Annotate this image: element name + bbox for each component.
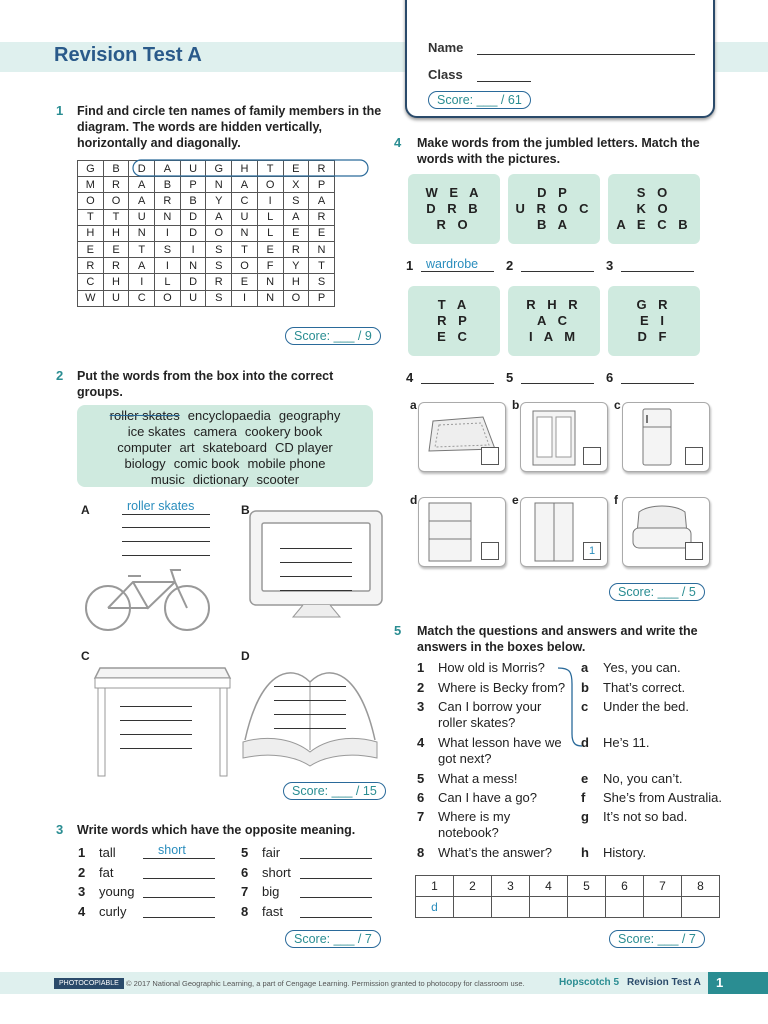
group-a-line[interactable] [122, 527, 210, 528]
question-text: Where is my notebook? [438, 809, 511, 840]
jumble-line: W E A [425, 185, 483, 200]
q3-item-word: fast [262, 903, 283, 919]
question-text: Where is Becky from? [438, 680, 566, 695]
picture-b-cupboard[interactable] [520, 402, 608, 472]
q1-score: Score: ___ / 9 [285, 327, 381, 345]
cupboard-icon [529, 407, 579, 467]
grid-cell[interactable]: L [257, 225, 283, 241]
answer-box[interactable] [682, 897, 720, 918]
jumble-line: T A [437, 297, 471, 312]
answer-box-b[interactable] [583, 447, 601, 465]
grid-cell[interactable]: R [206, 274, 232, 290]
grid-cell[interactable]: E [78, 241, 104, 257]
question-number: 1 [417, 660, 425, 675]
group-a-label: A [81, 503, 90, 517]
grid-cell[interactable]: A [206, 209, 232, 225]
q3-answer-line[interactable] [143, 917, 215, 918]
grid-cell[interactable]: H [103, 225, 129, 241]
answer-box[interactable]: d [416, 897, 454, 918]
grid-cell[interactable]: B [180, 193, 206, 209]
q3-item-number: 7 [241, 884, 249, 899]
q4-score: Score: ___ / 5 [609, 583, 705, 601]
q3-item-word: fair [262, 845, 281, 860]
grid-cell[interactable]: I [257, 193, 283, 209]
answer-box-number: 7 [644, 876, 682, 897]
pic-e-label: e [512, 493, 519, 507]
grid-cell[interactable]: O [155, 290, 181, 306]
q1-instruction: Find and circle ten names of family members in the diagram. The words are hidden vertically, horizontally and diagonally. [77, 104, 382, 150]
pic-d-label: d [410, 493, 418, 507]
word-box-item: skateboard [202, 440, 267, 455]
picture-e-wardrobe[interactable] [520, 497, 608, 567]
q5-instruction: Match the questions and answers and write the answers in the boxes below. [417, 624, 698, 654]
name-label: Name [428, 40, 464, 55]
picture-f-armchair[interactable] [622, 497, 710, 567]
q4-instruction: Make words from the jumbled letters. Match the words with the pictures. [417, 136, 700, 166]
grid-cell[interactable]: M [78, 177, 104, 193]
grid-cell[interactable]: A [309, 193, 335, 209]
grid-cell[interactable]: T [309, 258, 335, 274]
q3-answer-line[interactable] [300, 858, 372, 859]
grid-cell[interactable]: I [232, 290, 258, 306]
grid-cell[interactable]: N [309, 241, 335, 257]
answer-box[interactable] [606, 897, 644, 918]
grid-cell[interactable]: N [155, 209, 181, 225]
grid-cell[interactable]: S [155, 241, 181, 257]
matching-line-icon [556, 660, 589, 752]
q3-item-number: 3 [78, 884, 86, 899]
grid-cell[interactable]: E [103, 241, 129, 257]
group-d-line[interactable] [274, 700, 346, 701]
answer-text: Under the bed. [603, 699, 690, 714]
answer-box[interactable] [568, 897, 606, 918]
answer-box-number: 6 [606, 876, 644, 897]
grid-cell[interactable]: A [155, 161, 181, 177]
word-box-item: encyclopaedia [187, 408, 271, 423]
grid-cell[interactable]: E [283, 161, 309, 177]
grid-cell[interactable]: B [103, 161, 129, 177]
word-box [77, 405, 373, 487]
grid-cell[interactable]: R [309, 161, 335, 177]
group-b-line[interactable] [280, 562, 352, 563]
answer-box-number: 5 [568, 876, 606, 897]
grid-cell[interactable]: G [78, 161, 104, 177]
grid-cell[interactable]: S [283, 193, 309, 209]
q3-item-word: curly [99, 903, 127, 919]
q3-answer-line[interactable] [300, 917, 372, 918]
q3-item-word: fat [99, 864, 114, 880]
grid-cell[interactable]: O [283, 290, 309, 306]
group-d-line[interactable] [274, 728, 346, 729]
word-box-item: art [179, 440, 195, 455]
q3-answer-line[interactable] [143, 897, 215, 898]
q2-instruction: Put the words from the box into the correct groups. [77, 369, 334, 399]
group-b-line[interactable] [280, 590, 352, 591]
jumble-box [608, 174, 700, 244]
word-box-item: biology [124, 456, 166, 471]
word-box-item: geography [278, 408, 341, 423]
grid-cell[interactable]: H [78, 225, 104, 241]
word-box-item: dictionary [192, 472, 249, 487]
grid-cell[interactable]: X [283, 177, 309, 193]
answer-letter: f [581, 790, 586, 805]
q2-score: Score: ___ / 15 [283, 782, 386, 800]
group-b-label: B [241, 503, 250, 517]
jumble-box [408, 286, 500, 356]
word-search-grid[interactable] [77, 160, 335, 307]
grid-cell[interactable]: P [180, 177, 206, 193]
grid-cell[interactable]: U [103, 290, 129, 306]
answer-box-e[interactable]: 1 [583, 542, 601, 560]
class-label: Class [428, 67, 463, 82]
grid-cell[interactable]: U [232, 209, 258, 225]
question-number: 3 [417, 699, 425, 714]
answer-text: Yes, you can. [603, 660, 681, 675]
grid-cell[interactable]: H [283, 274, 309, 290]
pic-b-label: b [512, 398, 520, 412]
q4-answer-line[interactable] [521, 271, 594, 272]
q4-answer-line[interactable] [421, 383, 494, 384]
jumble-line: G R [636, 297, 672, 312]
answer-box[interactable] [644, 897, 682, 918]
q4-item-number: 4 [406, 370, 414, 385]
answer-letter: e [581, 771, 589, 786]
q4-item-number: 5 [506, 370, 514, 385]
answer-text: He’s 11. [603, 735, 650, 750]
jumble-box [408, 174, 500, 244]
answer-letter: h [581, 845, 589, 860]
grid-cell[interactable]: E [232, 274, 258, 290]
grid-cell[interactable]: L [155, 274, 181, 290]
word-box-item: roller skates [109, 408, 180, 423]
group-b-line[interactable] [280, 548, 352, 549]
grid-cell[interactable]: D [180, 209, 206, 225]
question-number: 2 [417, 680, 425, 695]
grid-cell[interactable]: N [206, 177, 232, 193]
q3-answer-line[interactable] [143, 878, 215, 879]
grid-cell[interactable]: R [103, 258, 129, 274]
group-c-line[interactable] [120, 734, 192, 735]
q3-number: 3 [56, 822, 64, 837]
grid-cell[interactable]: E [283, 225, 309, 241]
q3-item-word: tall [99, 845, 116, 860]
answer-letter: g [581, 809, 589, 824]
jumble-line: R O [436, 217, 472, 232]
open-book-icon [240, 660, 380, 770]
q3-answer-text: short [158, 843, 186, 857]
word-box-item: scooter [256, 472, 300, 487]
q3-item-word: young [99, 884, 135, 899]
jumble-line: A C [537, 313, 571, 328]
question-number: 5 [417, 771, 425, 786]
group-a-line[interactable] [122, 555, 210, 556]
footer-test-name: Revision Test A [627, 977, 701, 988]
q3-item-number: 1 [78, 845, 86, 860]
answer-box-number: 8 [682, 876, 720, 897]
grid-cell[interactable]: B [155, 177, 181, 193]
grid-cell[interactable]: T [129, 241, 155, 257]
grid-cell[interactable]: H [232, 161, 258, 177]
grid-cell[interactable]: T [78, 209, 104, 225]
q4-answer-line[interactable] [621, 383, 694, 384]
question-text: What’s the answer? [438, 845, 552, 860]
answer-box[interactable] [454, 897, 492, 918]
q3-item-number: 8 [241, 903, 249, 919]
class-field[interactable] [477, 81, 531, 82]
q5-number: 5 [394, 623, 402, 638]
grid-cell[interactable]: T [257, 161, 283, 177]
grid-cell[interactable]: R [103, 177, 129, 193]
grid-cell[interactable]: C [78, 274, 104, 290]
answer-letter: d [581, 735, 589, 750]
grid-cell[interactable]: E [309, 225, 335, 241]
answer-box-f[interactable] [685, 542, 703, 560]
q4-item-number: 6 [606, 370, 614, 385]
group-d-line[interactable] [274, 714, 346, 715]
answer-box[interactable] [492, 897, 530, 918]
grid-cell[interactable]: W [78, 290, 104, 306]
grid-cell[interactable]: U [180, 290, 206, 306]
grid-cell[interactable]: N [257, 274, 283, 290]
q4-answer-line[interactable] [421, 271, 494, 272]
grid-cell[interactable]: D [129, 161, 155, 177]
grid-cell[interactable]: C [232, 193, 258, 209]
pic-f-label: f [614, 493, 618, 507]
grid-cell[interactable]: N [232, 225, 258, 241]
grid-cell[interactable]: I [155, 225, 181, 241]
q4-answer-line[interactable] [521, 383, 594, 384]
group-c-line[interactable] [120, 706, 192, 707]
group-c-line[interactable] [120, 748, 192, 749]
grid-cell[interactable]: U [129, 209, 155, 225]
jumble-line: D R B [426, 201, 482, 216]
q3-instruction: Write words which have the opposite meaning. [77, 823, 356, 837]
group-c-line[interactable] [120, 720, 192, 721]
question-text: What a mess! [438, 771, 518, 786]
jumble-line: E I [640, 313, 668, 328]
bookcase-icon [425, 501, 475, 563]
jumble-line: E C [437, 329, 471, 344]
group-d-label: D [241, 649, 250, 663]
circled-daughter-icon [130, 158, 375, 178]
q3-item-number: 5 [241, 845, 249, 860]
grid-cell[interactable]: I [180, 241, 206, 257]
grid-cell[interactable]: P [309, 290, 335, 306]
grid-cell[interactable]: S [206, 290, 232, 306]
picture-a-rug[interactable] [418, 402, 506, 472]
question-number: 4 [417, 735, 425, 750]
grid-cell[interactable]: T [103, 209, 129, 225]
picture-c-fridge[interactable] [622, 402, 710, 472]
answer-letter: c [581, 699, 589, 714]
jumble-line: I A M [528, 329, 580, 344]
answer-box-c[interactable] [685, 447, 703, 465]
jumble-line: U R O C [515, 201, 593, 216]
answer-box[interactable] [530, 897, 568, 918]
jumble-line: S O [636, 185, 672, 200]
grid-cell[interactable]: N [129, 225, 155, 241]
jumble-line: R H R [526, 297, 582, 312]
question-text: Can I borrow your roller skates? [438, 699, 542, 730]
grid-cell[interactable]: R [155, 193, 181, 209]
question-number: 8 [417, 845, 425, 860]
q3-item-word: big [262, 884, 280, 899]
answer-text: It’s not so bad. [603, 809, 688, 824]
book-name: Hopscotch 5 [559, 977, 620, 988]
q1-number: 1 [56, 103, 64, 118]
answer-boxes[interactable] [415, 875, 720, 918]
question-number: 7 [417, 809, 425, 824]
jumble-box [508, 286, 600, 356]
q4-item-number: 2 [506, 258, 514, 273]
answer-box-d[interactable] [481, 542, 499, 560]
answer-text: That’s correct. [603, 680, 686, 695]
group-d-line[interactable] [274, 686, 346, 687]
grid-cell[interactable]: A [232, 177, 258, 193]
q4-answer-line[interactable] [621, 271, 694, 272]
grid-cell[interactable]: S [309, 274, 335, 290]
grid-cell[interactable]: O [78, 193, 104, 209]
grid-cell[interactable]: G [206, 161, 232, 177]
jumble-line: R P [437, 313, 471, 328]
grid-cell[interactable]: F [257, 258, 283, 274]
q4-item-number: 3 [606, 258, 614, 273]
grid-cell[interactable]: R [78, 258, 104, 274]
grid-cell[interactable]: O [232, 258, 258, 274]
pic-c-label: c [614, 398, 621, 412]
answer-box-number: 1 [416, 876, 454, 897]
q4-item-number: 1 [406, 258, 414, 273]
grid-cell[interactable]: P [309, 177, 335, 193]
pic-a-label: a [410, 398, 417, 412]
q4-number: 4 [394, 135, 402, 150]
grid-cell[interactable]: S [206, 258, 232, 274]
grid-cell[interactable]: D [180, 274, 206, 290]
question-text: What lesson have we got next? [438, 735, 562, 766]
q5-score: Score: ___ / 7 [609, 930, 705, 948]
grid-cell[interactable]: O [206, 225, 232, 241]
grid-cell[interactable]: Y [206, 193, 232, 209]
grid-cell[interactable]: N [257, 290, 283, 306]
fridge-icon [637, 407, 677, 467]
bicycle-icon [83, 566, 213, 634]
grid-cell[interactable]: O [257, 177, 283, 193]
answer-text: No, you can’t. [603, 771, 683, 786]
answer-text: History. [603, 845, 647, 860]
jumble-line: D P [537, 185, 571, 200]
grid-cell[interactable]: L [257, 209, 283, 225]
q3-item-number: 6 [241, 864, 249, 880]
word-box-item: camera [193, 424, 237, 439]
jumble-box [508, 174, 600, 244]
grid-cell[interactable]: A [283, 209, 309, 225]
jumble-line: K O [636, 201, 672, 216]
q3-answer-line[interactable] [300, 878, 372, 879]
answer-box-number: 3 [492, 876, 530, 897]
grid-cell[interactable]: I [129, 274, 155, 290]
group-a-example: roller skates [127, 499, 195, 513]
grid-cell[interactable]: R [283, 241, 309, 257]
grid-cell[interactable]: T [232, 241, 258, 257]
answer-letter: b [581, 680, 589, 695]
word-box-item: ice skates [127, 424, 186, 439]
grid-cell[interactable]: O [103, 193, 129, 209]
q3-item-number: 4 [78, 903, 86, 919]
grid-cell[interactable]: U [180, 161, 206, 177]
jumble-line: D F [637, 329, 671, 344]
q3-item-word: short [262, 864, 291, 880]
wardrobe-icon [531, 501, 577, 563]
grid-cell[interactable]: A [129, 177, 155, 193]
q3-answer-line[interactable] [300, 897, 372, 898]
word-box-item: music [150, 472, 185, 487]
word-box-item: mobile phone [247, 456, 326, 471]
grid-cell[interactable]: R [309, 209, 335, 225]
group-c-label: C [81, 649, 90, 663]
word-box-item: CD player [274, 440, 333, 455]
grid-cell[interactable]: Y [283, 258, 309, 274]
question-number: 6 [417, 790, 425, 805]
name-box [405, 0, 715, 118]
grid-cell[interactable]: I [155, 258, 181, 274]
answer-text: She’s from Australia. [603, 790, 722, 805]
q3-item-number: 2 [78, 864, 86, 880]
q3-score: Score: ___ / 7 [285, 930, 381, 948]
answer-box-number: 2 [454, 876, 492, 897]
q3-answer-line[interactable] [143, 858, 215, 859]
page-title: Revision Test A [54, 44, 202, 66]
answer-letter: a [581, 660, 589, 675]
grid-cell[interactable]: E [257, 241, 283, 257]
answer-box-number: 4 [530, 876, 568, 897]
question-text: Can I have a go? [438, 790, 538, 805]
grid-cell[interactable]: C [129, 290, 155, 306]
question-text: How old is Morris? [438, 660, 545, 675]
computer-monitor-icon [248, 509, 384, 621]
copyright-text: © 2017 National Geographic Learning, a part of Cengage Learning. Permission granted to photocopy for classroom use. [126, 979, 525, 988]
word-box-item: comic book [173, 456, 240, 471]
grid-cell[interactable]: A [129, 193, 155, 209]
grid-cell[interactable]: N [180, 258, 206, 274]
jumble-line: B A [537, 217, 571, 232]
page-number: 1 [708, 972, 768, 994]
answer-box-a[interactable] [481, 447, 499, 465]
grid-cell[interactable]: S [206, 241, 232, 257]
name-field[interactable] [477, 54, 695, 55]
group-a-line[interactable] [122, 514, 210, 515]
jumble-line: A E C B [616, 217, 692, 232]
grid-cell[interactable]: A [129, 258, 155, 274]
photocopiable-badge: PHOTOCOPIABLE [54, 978, 124, 989]
q4-example: wardrobe [426, 257, 479, 271]
word-box-item: computer [117, 440, 172, 455]
grid-cell[interactable]: D [180, 225, 206, 241]
grid-cell[interactable]: H [103, 274, 129, 290]
jumble-box [608, 286, 700, 356]
picture-d-bookcase[interactable] [418, 497, 506, 567]
word-box-item: cookery book [244, 424, 323, 439]
group-b-line[interactable] [280, 576, 352, 577]
q2-number: 2 [56, 368, 64, 383]
total-score: Score: ___ / 61 [428, 91, 531, 109]
group-a-line[interactable] [122, 541, 210, 542]
